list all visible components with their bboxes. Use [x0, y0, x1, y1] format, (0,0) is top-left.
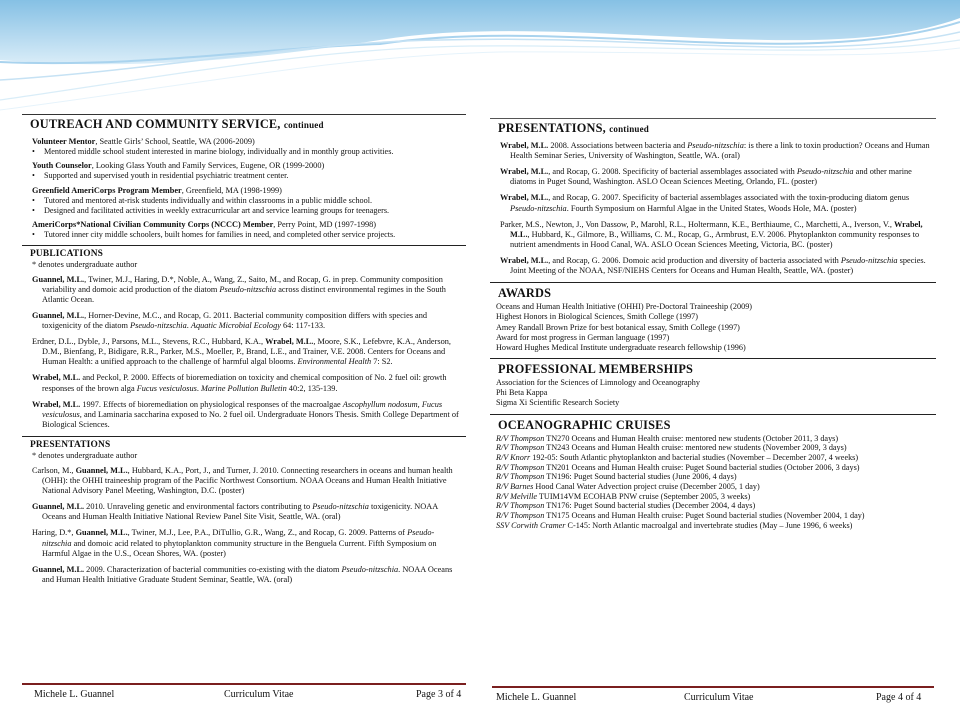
- ship-name: R/V Thompson: [496, 510, 545, 520]
- citation-entry: [490, 167, 936, 187]
- section-title-presentations-continued: [490, 118, 936, 137]
- cruise-description: C-145: North Atlantic macroalgal and invertebrate studies (May – June 1996, 6 weeks): [565, 520, 853, 530]
- presentations-list: [22, 466, 466, 585]
- citation-text: 2009. Characterization of bacterial communities co-existing with the diatom: [84, 564, 342, 574]
- role-heading: [22, 220, 466, 230]
- footer-cv-label: Curriculum Vitae: [224, 689, 294, 700]
- list-item: Sigma Xi Scientific Research Society: [496, 398, 620, 408]
- footer-page-number: Page 4 of 4: [876, 692, 922, 703]
- citation-entry: [22, 528, 466, 558]
- role-bullets: [22, 171, 466, 181]
- continued-label: continued: [609, 124, 650, 134]
- footer-name: Michele L. Guannel: [34, 689, 115, 700]
- citation-highlight-author: Wrabel, M.L.: [500, 141, 549, 150]
- citation-text: 2008. Associations between bacteria and: [548, 141, 688, 150]
- list-item: • Designed and facilitated activities in weekly extracurricular art and service learning groups for teenagers.: [32, 206, 466, 216]
- citation-text: : is there a link to toxin production? Oceans and Human Health Seminar Series, University of Washington, Seattle, WA. (oral): [510, 141, 930, 161]
- cruise-description: TN201 Oceans and Human Health cruise: Puget Sound bacterial studies (October 2006, 3 days): [544, 462, 860, 472]
- citation-highlight-author: Wrabel, M.L.: [32, 373, 81, 383]
- cruise-item: [496, 482, 936, 492]
- citation-entry: [22, 466, 466, 496]
- citation-text: .: [186, 321, 191, 331]
- list-item: Phi Beta Kappa: [496, 388, 548, 398]
- citation-text: , Horner-Devine, M.C., and Rocap, G. 2011. Bacterial community composition differs with species and toxigenicity of the diatom: [42, 310, 428, 331]
- citation-entry: [490, 256, 936, 276]
- citation-text: , and Rocap, G. 2007. Specificity of bacterial assemblages associated with the toxin-producing diatom genus: [548, 193, 910, 203]
- citation-italic: Aquatic Microbial Ecology: [190, 321, 281, 331]
- citation-italic: Pseudo-nitzschia: [840, 255, 898, 265]
- role-heading: [22, 137, 466, 147]
- citation-authors: Parker, M.S., Newton, J., Von Dassow, P., Marohl, R.L., Holtermann, K.E., Berthiaume, C., Marchetti, A., Iverson, V.,: [500, 219, 894, 229]
- ship-name: R/V Thompson: [496, 501, 545, 511]
- citation-italic: Pseudo-nitzschia: [312, 502, 369, 512]
- section-title-presentations: PRESENTATIONS: [22, 436, 466, 451]
- list-item: Award for most progress in German language (1997): [496, 332, 670, 342]
- wave-banner: [0, 0, 960, 115]
- citation-entry: [22, 311, 466, 331]
- cruise-description: TN175 Oceans and Human Health cruise: Puget Sound bacterial studies (November 2004, 1 day): [544, 510, 865, 520]
- citation-highlight-author: Guannel, M.L.: [32, 310, 85, 320]
- citation-highlight-author: Wrabel, M.L.: [500, 193, 549, 203]
- citation-text: .: [196, 383, 201, 393]
- citation-highlight-author: Guannel, M.L.: [75, 528, 128, 538]
- section-title-memberships: PROFESSIONAL MEMBERSHIPS: [490, 358, 936, 378]
- cruise-description: TUIM14VM ECOHAB PNW cruise (September 2005, 3 weeks): [537, 491, 751, 501]
- list-item: Association for the Sciences of Limnology and Oceanography: [496, 378, 700, 388]
- citation-highlight-author: Wrabel, M.L.: [32, 399, 81, 409]
- citation-entry: [22, 565, 466, 585]
- ship-name: R/V Thompson: [496, 443, 545, 453]
- cruise-description: TN196: Puget Sound bacterial studies (June 2006, 4 days): [544, 472, 737, 482]
- citation-text: and other marine diatoms in Puget Sound, Washington. ASLO Ocean Sciences Meeting, Orlando, FL. (poster): [510, 167, 912, 187]
- cruise-description: 192-05: South Atlantic phytoplankton and bacterial studies (November – December 2007, 4 weeks): [530, 452, 859, 462]
- list-item: Oceans and Human Health Initiative (OHHI) Pre-Doctoral Traineeship (2009): [496, 302, 753, 312]
- citation-text: , and Laminaria saccharina exposed to No. 2 fuel oil. Undergraduate Honors Thesis. Smith College Department of Biological Sciences.: [42, 409, 459, 429]
- citation-text: , Twiner, M.J., Haring, D.*, Noble, A., Wang, Z., Saito, M., and Rocap, G. in prep. Community composition variability and domoic acid production of the diatom: [42, 274, 443, 294]
- footer-rule-left: [22, 683, 466, 685]
- role-heading: [22, 186, 466, 196]
- outreach-title: OUTREACH AND COMMUNITY SERVICE,: [30, 117, 281, 131]
- citation-italic: Ascophyllum nodosum: [342, 399, 418, 409]
- publications-list: [22, 275, 466, 430]
- citation-italic: Environmental Health: [297, 357, 372, 367]
- citation-text: . NOAA Oceans and Human Health Initiative Graduate Student Seminar, Seattle, WA. (oral): [42, 564, 453, 584]
- ship-name: R/V Thompson: [496, 472, 545, 482]
- role-detail: , Greenfield, MA (1998-1999): [181, 185, 282, 195]
- citation-text: . Fourth Symposium on Harmful Algae in the United States, Woods Hole, MA. (poster): [566, 203, 857, 213]
- citation-text: , Moore, S.K., Lefebvre, K.A., Anderson, D.M., Bienfang, P., Bidigare, R.R., Parker, M.S., Moeller, P., Brand, L.E., and Trainer, V.E. 2008. Centers for Oceans and Human Health: a unified approach to the challenge of harmful algal blooms.: [42, 337, 451, 367]
- cruise-description: TN270 Oceans and Human Health cruise: mentored new students (October 2011, 3 days): [544, 433, 839, 443]
- citation-authors: Erdner, D.L., Dyble, J., Parsons, M.L., Stevens, R.C., Hubbard, K.A.,: [32, 337, 266, 347]
- footer-rule-right: [492, 686, 934, 688]
- citation-italic: Pseudo-nitzschia: [687, 141, 744, 150]
- list-item: • Supported and supervised youth in residential psychiatric treatment center.: [32, 171, 466, 181]
- cruise-description: TN176: Puget Sound bacterial studies (December 2004, 4 days): [544, 501, 756, 511]
- ship-name: R/V Knorr: [496, 452, 531, 462]
- ship-name: R/V Thompson: [496, 433, 545, 443]
- list-item: Highest Honors in Biological Sciences, Smith College (1997): [496, 312, 698, 322]
- citation-text: 40:2, 135-139.: [286, 383, 338, 393]
- list-item: • Tutored inner city middle schoolers, built homes for families in need, and completed other service projects.: [32, 230, 466, 240]
- role-title: Greenfield AmeriCorps Program Member: [32, 185, 182, 195]
- role-detail: , Looking Glass Youth and Family Services, Eugene, OR (1999-2000): [91, 161, 325, 171]
- cruise-item: [496, 492, 936, 502]
- citation-italic: Pseudo-nitzschia: [42, 528, 435, 548]
- citation-text: toxigenicity. NOAA Oceans and Human Health Initiative National Review Panel Site Visit, Seattle, WA. (oral): [42, 502, 438, 522]
- cruise-item: [496, 472, 936, 482]
- cruise-description: Hood Canal Water Advection project cruise (December 2005, 1 day): [533, 481, 760, 491]
- citation-text: species. Joint Meeting of the NOAA, NSF/NIEHS Centers for Oceans and Human Health, Seattle, WA. (poster): [510, 255, 926, 276]
- list-item: Amey Randall Brown Prize for best botanical essay, Smith College (1997): [496, 322, 740, 332]
- role-detail: , Perry Point, MD (1997-1998): [273, 220, 377, 230]
- citation-italic: Fucus vesiculosus: [42, 399, 443, 419]
- citation-highlight-author: Guannel, M.L.: [32, 564, 85, 574]
- citation-italic: Pseudo-nitzschia: [796, 167, 854, 177]
- role-title: Volunteer Mentor: [32, 137, 96, 146]
- citation-entry: [22, 373, 466, 393]
- cruise-item: [496, 463, 936, 473]
- citation-entry: [22, 275, 466, 305]
- ship-name: R/V Thompson: [496, 462, 545, 472]
- citation-text: and Peckol, P. 2000. Effects of bioremediation on toxicity and chemical composition of No. 2 fuel oil: growth responses of the brown alga: [42, 373, 447, 393]
- citation-highlight-author: Wrabel, M.L.: [500, 255, 549, 265]
- footer-cv-label: Curriculum Vitae: [684, 692, 754, 703]
- list-item: • Mentored middle school student interested in marine biology, individually and in monthly group activities.: [32, 147, 466, 157]
- citation-italic: Marine Pollution Bulletin: [201, 383, 287, 393]
- cruise-item: [496, 511, 936, 521]
- section-title-awards: AWARDS: [490, 282, 936, 302]
- footer-name: Michele L. Guannel: [496, 692, 577, 703]
- list-item: • Tutored and mentored at-risk students individually and within classrooms in a public middle school.: [32, 196, 466, 206]
- cruise-description: TN243 Oceans and Human Health cruise: mentored new students (November 2009, 3 days): [544, 443, 847, 453]
- role-bullets: [22, 196, 466, 217]
- citation-text: across distinct environmental regimes in the South Atlantic Ocean.: [42, 284, 446, 304]
- cv-page-4: [490, 118, 936, 716]
- presentations-title: PRESENTATIONS,: [498, 121, 606, 135]
- list-item: Howard Hughes Medical Institute undergraduate research fellowship (1996): [496, 342, 746, 352]
- continued-label: continued: [283, 120, 324, 130]
- citation-text: , Hubbard, K., Gilmore, B., Williams, C. M., Rocap, G., Armbrust, E.V. 2006. Phytoplankton community responses to nutrient amendments in Hood Canal, WA. ASLO Ocean Sciences Meeting, Victoria, BC. (poster): [510, 229, 920, 249]
- citation-entry: [490, 193, 936, 213]
- citation-italic: Pseudo-nitzschia: [341, 564, 399, 574]
- cruise-item: [496, 453, 936, 463]
- citation-text: 7: S2.: [371, 357, 393, 367]
- cruise-item: [496, 443, 936, 453]
- memberships-list: [490, 378, 936, 409]
- publications-note: * denotes undergraduate author: [32, 259, 138, 269]
- citation-italic: Pseudo-nitzschia: [510, 203, 567, 213]
- cruise-item: [496, 434, 936, 444]
- citation-text: 64: 117-133.: [280, 321, 326, 331]
- role-title: Youth Counselor: [32, 161, 92, 171]
- citation-highlight-author: Wrabel, M.L.: [265, 337, 314, 347]
- section-title-outreach: [22, 114, 466, 133]
- section-title-cruises: OCEANOGRAPHIC CRUISES: [490, 414, 936, 434]
- citation-entry: [22, 400, 466, 430]
- citation-highlight-author: Guannel, M.L.: [75, 465, 128, 475]
- footer-page-number: Page 3 of 4: [416, 689, 462, 700]
- citation-highlight-author: Wrabel, M.L.: [510, 219, 923, 239]
- role-title: AmeriCorps*National Civilian Community Corps (NCCC) Member: [32, 220, 274, 230]
- citation-text: , Hubbard, K.A., Port, J., and Turner, J. 2010. Connecting researchers in oceans and human health (OHH): the OHHI traineeship program of the Pacific Northwest Consortium. NOAA Oceans and Human Health Initiative National Advisory Panel Meeting, Washington, D.C. (poster): [42, 465, 453, 496]
- ship-name: R/V Melville: [496, 491, 537, 501]
- role-bullets: [22, 230, 466, 240]
- cruises-list: [490, 434, 936, 531]
- citation-entry: [490, 220, 936, 250]
- awards-list: [490, 302, 936, 353]
- citation-entry: [490, 141, 936, 161]
- citation-authors: Carlson, M.,: [32, 465, 76, 475]
- role-heading: [22, 161, 466, 171]
- ship-name: SSV Corwith Cramer: [496, 520, 566, 530]
- citation-entry: [22, 337, 466, 367]
- citation-authors: Haring, D.*,: [32, 528, 76, 538]
- presentations-note: * denotes undergraduate author: [32, 451, 138, 461]
- citation-text: ,: [417, 399, 422, 409]
- citation-text: and domoic acid related to phytoplankton community structure in the Benguela Current. Fifth Symposium on Harmful Algae in the U.S., Ocean Shores, WA. (poster): [42, 538, 437, 558]
- citation-text: 2010. Unraveling genetic and environmental factors contributing to: [84, 502, 313, 512]
- citation-text: , and Rocap, G. 2008. Specificity of bacterial assemblages associated with: [548, 167, 797, 177]
- section-title-publications: PUBLICATIONS: [22, 245, 466, 260]
- outreach-roles: [22, 137, 466, 241]
- citation-entry: [22, 502, 466, 522]
- citation-text: 1997. Effects of bioremediation on physiological responses of the macroalgae: [80, 399, 343, 409]
- role-bullets: [22, 147, 466, 157]
- citation-italic: Fucus vesiculosus: [136, 383, 197, 393]
- citation-highlight-author: Wrabel, M.L.: [500, 167, 549, 177]
- citation-italic: Pseudo-nitzschia: [219, 284, 277, 294]
- cruise-item: [496, 501, 936, 511]
- citation-text: , Twiner, M.J., Lee, P.A., DiTullio, G.R., Wang, Z., and Rocap, G. 2009. Patterns of: [127, 528, 408, 538]
- citation-italic: Pseudo-nitzschia: [130, 321, 187, 331]
- citation-highlight-author: Guannel, M.L.: [32, 274, 85, 284]
- citation-text: , and Rocap, G. 2006. Domoic acid production and diversity of bacteria associated with: [548, 255, 841, 265]
- cruise-item: [496, 521, 936, 531]
- citation-highlight-author: Guannel, M.L.: [32, 502, 85, 512]
- ship-name: R/V Barnes: [496, 481, 534, 491]
- cv-page-3: [22, 114, 466, 712]
- presentations-list: [490, 141, 936, 276]
- role-detail: , Seattle Girls’ School, Seattle, WA (2006-2009): [95, 137, 255, 146]
